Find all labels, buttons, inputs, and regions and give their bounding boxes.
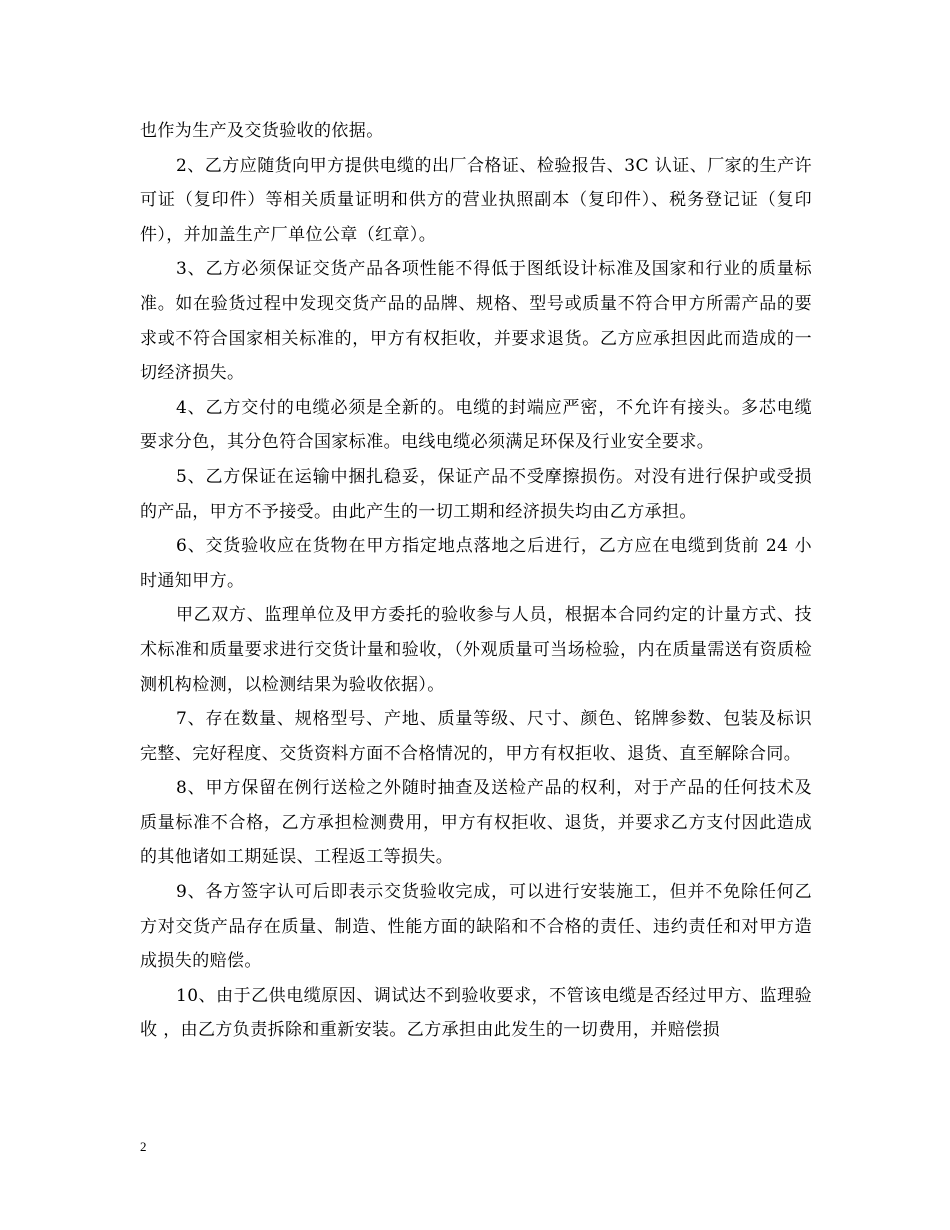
paragraph-9: 9、各方签字认可后即表示交货验收完成，可以进行安装施工，但并不免除任何乙方对交货产品存在质量、制造、性能方面的缺陷和不合格的责任、违约责任和对甲方造成损失的赔偿。 bbox=[140, 882, 812, 972]
paragraph-4: 5、乙方保证在运输中捆扎稳妥，保证产品不受摩擦损伤。对没有进行保护或受损的产品，甲方不予接受。由此产生的一切工期和经济损失均由乙方承担。 bbox=[140, 466, 812, 522]
document-body bbox=[140, 114, 812, 1048]
paragraph-8: 8、甲方保留在例行送检之外随时抽查及送检产品的权利，对于产品的任何技术及质量标准不合格，乙方承担检测费用，甲方有权拒收、退货，并要求乙方支付因此造成的其他诸如工期延误、工程返工等损失。 bbox=[140, 778, 812, 868]
paragraph-2: 3、乙方必须保证交货产品各项性能不得低于图纸设计标准及国家和行业的质量标准。如在验货过程中发现交货产品的品牌、规格、型号或质量不符合甲方所需产品的要求或不符合国家相关标准的，甲方有权拒收，并要求退货。乙方应承担因此而造成的一切经济损失。 bbox=[140, 259, 812, 384]
paragraph-1: 2、乙方应随货向甲方提供电缆的出厂合格证、检验报告、3C 认证、厂家的生产许可证（复印件）等相关质量证明和供方的营业执照副本（复印件）、税务登记证（复印件），并加盖生产厂单位公章（红章）。 bbox=[140, 155, 812, 245]
page-number: 2 bbox=[140, 1139, 147, 1154]
paragraph-5: 6、交货验收应在货物在甲方指定地点落地之后进行，乙方应在电缆到货前 24 小时通知甲方。 bbox=[140, 536, 812, 591]
paragraph-3: 4、乙方交付的电缆必须是全新的。电缆的封端应严密，不允许有接头。多芯电缆要求分色，其分色符合国家标准。电线电缆必须满足环保及行业安全要求。 bbox=[140, 397, 812, 453]
paragraph-6: 甲乙双方、监理单位及甲方委托的验收参与人员，根据本合同约定的计量方式、技术标准和质量要求进行交货计量和验收，（外观质量可当场检验，内在质量需送有资质检测机构检测，以检测结果为验收依据）。 bbox=[140, 605, 812, 695]
paragraph-7: 7、存在数量、规格型号、产地、质量等级、尺寸、颜色、铭牌参数、包装及标识完整、完好程度、交货资料方面不合格情况的，甲方有权拒收、退货、直至解除合同。 bbox=[140, 709, 812, 764]
paragraph-0: 也作为生产及交货验收的依据。 bbox=[140, 121, 384, 141]
paragraph-10: 10、由于乙供电缆原因、调试达不到验收要求，不管该电缆是否经过甲方、监理验收 ，由乙方负责拆除和重新安装。乙方承担由此发生的一切费用，并赔偿损 bbox=[140, 985, 812, 1041]
